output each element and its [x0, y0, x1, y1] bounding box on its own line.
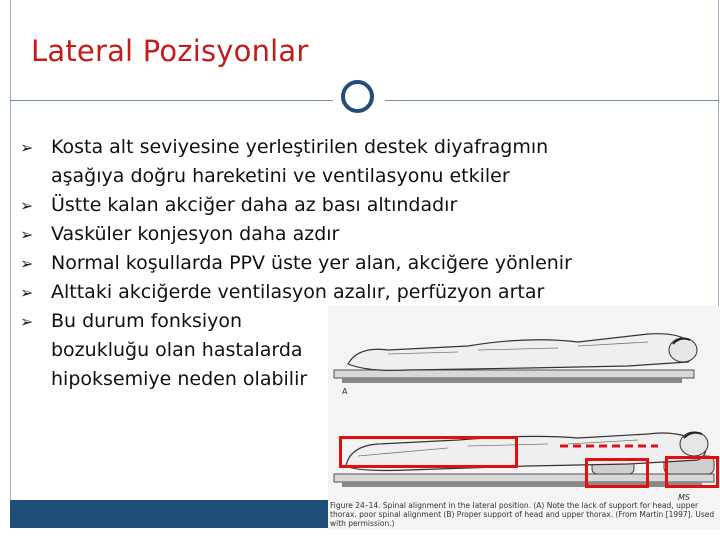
footer-accent-bar	[10, 500, 328, 528]
figure-label-a: A	[342, 387, 348, 396]
highlight-box-body	[339, 436, 518, 468]
bullet-line: bozukluğu olan hastalarda	[51, 339, 303, 361]
table-a-base	[342, 378, 682, 383]
arrow-bullet-icon: ➢	[20, 283, 34, 302]
bullet-line: Bu durum fonksiyon	[51, 310, 243, 332]
table-b	[334, 474, 714, 482]
bullet-item	[20, 133, 710, 191]
arrow-bullet-icon: ➢	[20, 312, 34, 331]
bullet-item	[20, 249, 710, 278]
bullet-item	[20, 278, 710, 307]
arrow-bullet-icon: ➢	[20, 254, 34, 273]
bullet-line: Alttaki akciğerde ventilasyon azalır, perfüzyon artar	[51, 281, 545, 303]
bullet-item	[20, 220, 710, 249]
patient-head-a	[669, 338, 697, 362]
slide-title: Lateral Pozisyonlar	[31, 34, 309, 68]
bullet-line: Normal koşullarda PPV üste yer alan, akciğere yönlenir	[51, 252, 572, 274]
bullet-line: Vasküler konjesyon daha azdır	[51, 223, 340, 245]
ring-ornament-icon	[341, 80, 374, 113]
bullet-item	[20, 191, 710, 220]
footer-line	[10, 528, 328, 532]
figure-caption: Figure 24–14. Spinal alignment in the lateral position. (A) Note the lack of support for head, upper thorax. poor spinal alignment (B) Proper support of head and upper thorax. (From Martin [1997]. Used with permission.)	[330, 501, 715, 528]
bullet-line: hipoksemiye neden olabilir	[51, 368, 308, 390]
arrow-bullet-icon: ➢	[20, 225, 34, 244]
table-a	[334, 370, 694, 378]
artist-signature: MS	[678, 493, 690, 502]
arrow-bullet-icon: ➢	[20, 196, 34, 215]
lateral-position-illustration	[328, 306, 720, 530]
bullet-line: Kosta alt seviyesine yerleştirilen destek diyafragmın	[51, 136, 549, 158]
bullet-line: Üstte kalan akciğer daha az bası altındadır	[51, 194, 458, 216]
highlight-box-head-support	[665, 456, 719, 488]
patient-head-b	[680, 432, 708, 456]
arrow-bullet-icon: ➢	[20, 138, 34, 157]
patient-body-a	[348, 334, 695, 371]
highlight-box-thorax-support	[585, 458, 649, 488]
patient-position-figure	[328, 306, 720, 530]
bullet-line: aşağıya doğru hareketini ve ventilasyonu etkiler	[51, 165, 510, 187]
